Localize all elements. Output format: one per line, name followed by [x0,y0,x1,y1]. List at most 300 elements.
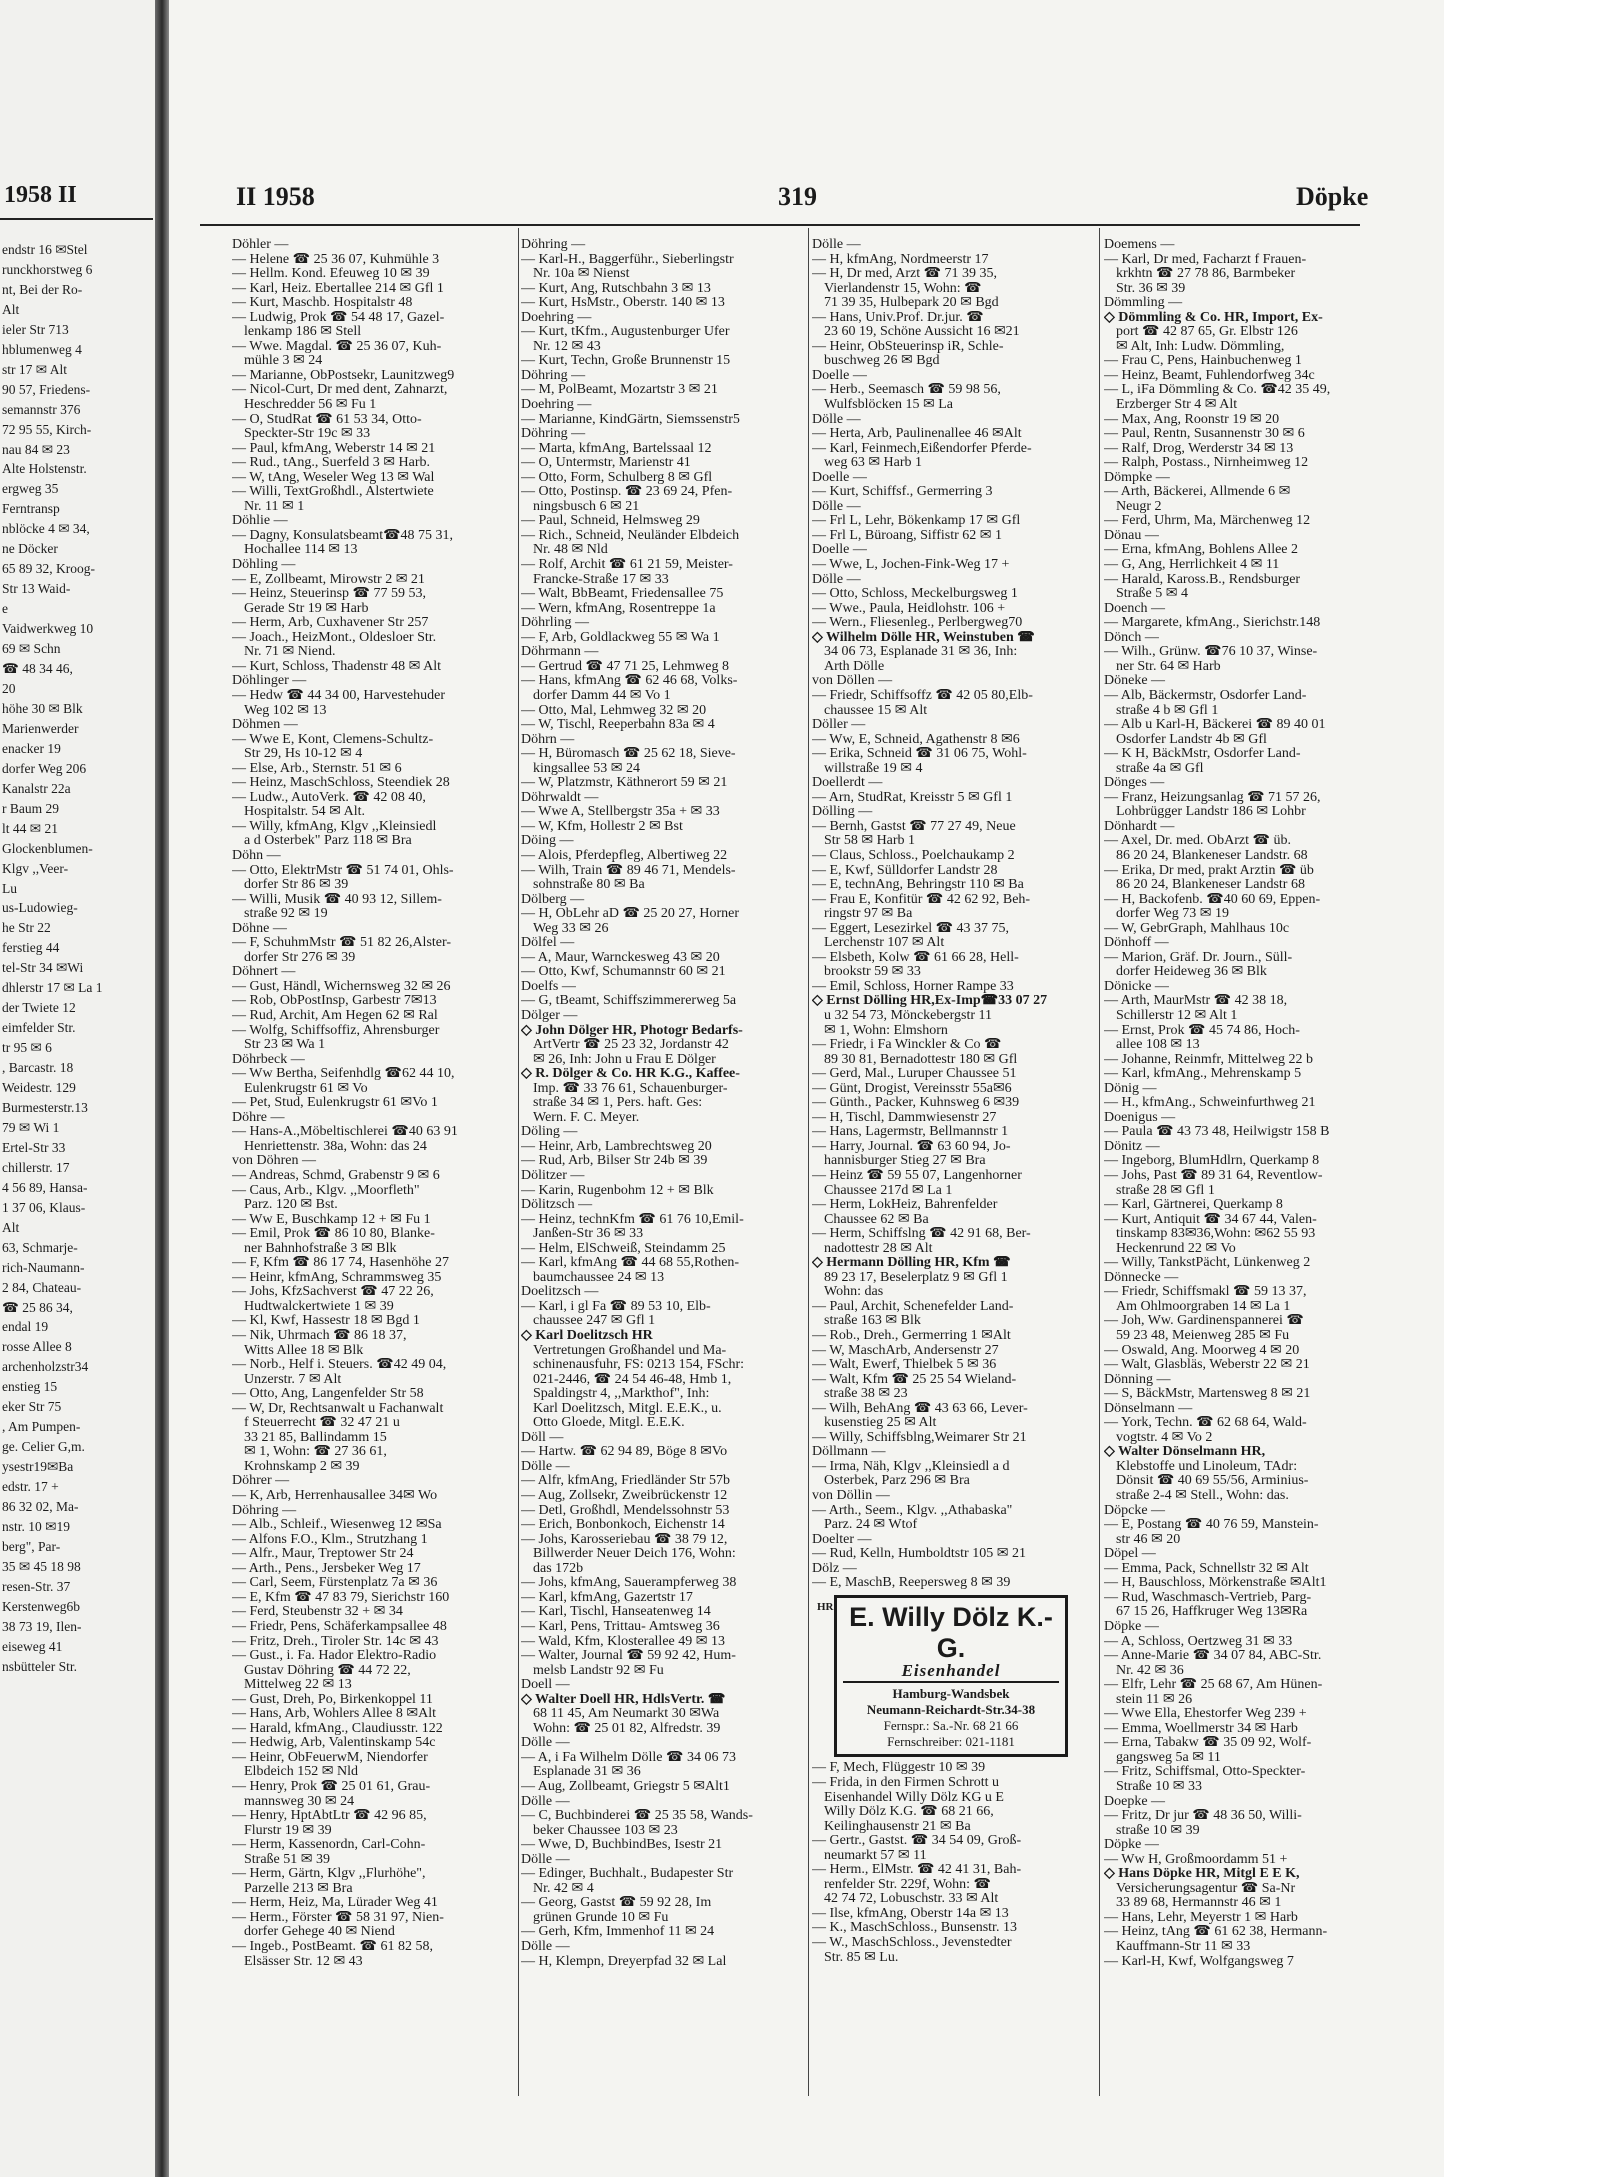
directory-entry-line: — Friedr, Pens, Schäferkampsallee 48 [232,1619,447,1634]
facing-page-line: Klgv ,,Veer- [2,860,69,876]
directory-entry-line: ◇ R. Dölger & Co. HR K.G., Kaffee- [521,1067,740,1082]
directory-entry-line: Neugr 2 [1116,499,1162,514]
surname-heading: von Döhren — [232,1154,316,1169]
directory-entry-line: Flurstr 19 ✉ 39 [244,1823,332,1838]
facing-page-line: 90 57, Friedens- [2,381,91,397]
surname-heading: Doench — [1104,601,1166,616]
facing-page-line: tel-Str 34 ✉Wi [2,960,84,976]
facing-page-line: Lu [2,880,17,896]
directory-entry-line: — L, iFa Dömmling & Co. ☎42 35 49, [1104,383,1331,398]
facing-page-line: tr 95 ✉ 6 [2,1040,52,1056]
directory-entry-line: — Arth., Seem., Klgv. ,,Athabaska" [812,1503,1013,1518]
directory-entry-line: — Kl, Kwf, Hassestr 18 ✉ Bgd 1 [232,1314,420,1329]
directory-entry-line: — Ww Bertha, Seifenhdlg ☎62 44 10, [232,1067,455,1082]
directory-entry-line: — Herm, Kassenordn, Carl-Cohn- [232,1838,426,1853]
directory-entry-line: Str 58 ✉ Harb 1 [824,834,916,849]
directory-entry-line: Nr. 10a ✉ Nienst [533,267,630,282]
directory-entry-line: — Emil, Prok ☎ 86 10 80, Blanke- [232,1227,435,1242]
directory-entry-line: grünen Grunde 10 ✉ Fu [533,1910,669,1925]
directory-entry-line: — Harry, Journal. ☎ 63 60 94, Jo- [812,1139,1011,1154]
directory-entry-line: ningsbusch 6 ✉ 21 [533,499,640,514]
directory-entry-line: — Otto, Kwf, Schumannstr 60 ✉ 21 [521,965,726,980]
directory-entry-line: Vierlandenstr 15, Wohn: ☎ [824,281,982,296]
directory-entry-line: Nr. 71 ✉ Niend. [244,645,336,660]
directory-entry-line: — Harald, Kaross.B., Rendsburger [1104,572,1301,587]
surname-heading: Döhrn — [521,732,575,747]
directory-entry-line: vogtstr. 4 ✉ Vo 2 [1116,1430,1213,1445]
surname-heading: Dölle — [521,1939,570,1954]
surname-heading: Dölle — [812,499,861,514]
directory-entry-line: — Kurt, Schiffsf., Germerring 3 [812,485,993,500]
directory-entry-line: Eulenkrugstr 61 ✉ Vo [244,1081,368,1096]
facing-page-line: ☎ 25 86 34, [2,1299,73,1315]
facing-page-line: Alt [2,301,20,317]
facing-page-line: endal 19 [2,1319,49,1335]
directory-entry-line: — Aug, Zollbeamt, Griegstr 5 ✉Alt1 [521,1779,730,1794]
directory-entry-line: — Rud, Kelln, Humboldtstr 105 ✉ 21 [812,1547,1026,1562]
directory-entry-line: straße 4 b ✉ Gfl 1 [1116,703,1219,718]
facing-page-line: endstr 16 ✉Stel [2,242,88,257]
directory-entry-line: 59 23 48, Meienweg 285 ✉ Fu [1116,1329,1290,1344]
surname-heading: Dönhardt — [1104,819,1175,834]
directory-entry-line: 71 39 35, Hulbepark 20 ✉ Bgd [824,296,999,311]
directory-entry-line: — Fritz, Dr jur ☎ 48 36 50, Willi- [1104,1809,1302,1824]
directory-entry-line: Nr. 42 ✉ 4 [533,1881,594,1896]
surname-heading: Döpcke — [1104,1503,1166,1518]
directory-entry-line: — Otto, Ang, Langenfelder Str 58 [232,1387,424,1402]
directory-entry-line: — W, Dr, Rechtsanwalt u Fachanwalt [232,1401,444,1416]
directory-column-3 [812,238,1070,1965]
surname-heading: Dönselmann — [1104,1401,1193,1416]
directory-entry-line: — Rob., Dreh., Germerring 1 ✉Alt [812,1329,1011,1344]
directory-entry-line: — Herm, Gärtn, Klgv ,,Flurhöhe", [232,1867,426,1882]
facing-page-line: ne Döcker [2,541,58,557]
directory-entry-line: — Marianne, KindGärtn, Siemssenstr5 [521,412,740,427]
directory-entry-line: — Ferd, Uhrm, Ma, Märchenweg 12 [1104,514,1311,529]
directory-entry-line: — H, Tischl, Dammwiesenstr 27 [812,1110,997,1125]
directory-entry-line: Billwerder Neuer Deich 176, Wohn: [533,1547,736,1562]
directory-entry-line: — Wern., Fliesenleg., Perlbergweg70 [812,616,1023,631]
directory-entry-line: krkhtn ☎ 27 78 86, Barmbeker [1116,267,1296,282]
directory-entry-line: — Heinz ☎ 59 55 07, Langenhorner [812,1169,1022,1183]
surname-heading: Dönitz — [1104,1139,1160,1154]
directory-entry-line: — Hans, Arb, Wohlers Allee 8 ✉Alt [232,1707,436,1722]
directory-entry-line: — Else, Arb., Sternstr. 51 ✉ 6 [232,761,402,776]
directory-entry-line: — Kurt, Maschb. Hospitalstr 48 [232,296,413,311]
directory-entry-line: — Arth, Bäckerei, Allmende 6 ✉ [1104,485,1291,500]
directory-entry-line: — Georg, Gastst ☎ 59 92 28, Im [521,1896,712,1911]
directory-entry-line: Hochallee 114 ✉ 13 [244,543,358,558]
directory-entry-line: — Rud, Archit, Am Hegen 62 ✉ Ral [232,1008,438,1023]
surname-heading: von Döllin — [812,1489,890,1504]
directory-entry-line: — Elfr, Lehr ☎ 25 68 67, Am Hünen- [1104,1678,1323,1693]
directory-entry-line: — Walt, Ewerf, Thielbek 5 ✉ 36 [812,1358,997,1373]
surname-heading: Dölitzer — [521,1169,585,1183]
directory-entry-line: — G, tBeamt, Schiffszimmererweg 5a [521,994,737,1009]
surname-heading: Döhn — [232,848,281,863]
page-volume-year: II 1958 [236,182,315,211]
surname-heading: Döneke — [1104,674,1166,689]
directory-entry-line: — H, ObLehr aD ☎ 25 20 27, Horner [521,907,740,922]
directory-entry-line: — Willi, Musik ☎ 40 93 12, Sillem- [232,892,442,907]
directory-entry-line: — E, Postang ☎ 40 76 59, Manstein- [1104,1518,1319,1533]
directory-entry-line: — Frl L, Lehr, Bökenkamp 17 ✉ Gfl [812,514,1021,529]
directory-entry-line: Parz. 24 ✉ Wtof [824,1518,918,1533]
facing-page-line: ysestr19✉Ba [2,1459,74,1475]
directory-entry-line: — Marianne, ObPostsekr, Launitzweg9 [232,368,455,383]
directory-entry-line: — Johanne, Reinmfr, Mittelweg 22 b [1104,1052,1314,1067]
directory-entry-line: 021-2446, ☎ 24 54 46-48, Hmb 1, [533,1372,732,1387]
directory-entry-line: — Karl, kfmAng, Gazertstr 17 [521,1590,693,1605]
directory-entry-line: — Detl, Großhdl, Mendelssohnstr 53 [521,1503,730,1518]
directory-entry-line: dorfer Str 86 ✉ 39 [244,878,349,893]
directory-entry-line: willstraße 19 ✉ 4 [824,761,923,776]
advert-hr-mark: HR [817,1600,834,1613]
directory-entry-line: kusenstieg 25 ✉ Alt [824,1416,937,1431]
directory-entry-line: — Pet, Stud, Eulenkrugstr 61 ✉Vo 1 [232,1096,438,1111]
surname-heading: Doelle — [812,368,867,383]
directory-entry-line: — Ww, E, Schneid, Agathenstr 8 ✉6 [812,732,1020,747]
directory-entry-line: — Kurt, Schloss, Thadenstr 48 ✉ Alt [232,659,442,674]
directory-entry-line: — K, Arb, Herrenhausallee 34✉ Wo [232,1489,438,1504]
directory-entry-line: — Herm., ElMstr. ☎ 42 41 31, Bah- [812,1863,1022,1878]
directory-entry-line: — Karl, kfmAng., Mehrenskamp 5 [1104,1067,1302,1082]
surname-heading: Döpke — [1104,1838,1159,1853]
directory-entry-line: — Paul, Rentn, Susannenstr 30 ✉ 6 [1104,427,1305,442]
surname-heading: Dölberg — [521,892,585,907]
facing-page-line: Vaidwerkweg 10 [2,621,94,637]
directory-entry-line: — Elsbeth, Kolw ☎ 61 66 28, Hell- [812,950,1019,965]
facing-page-line: 4 56 89, Hansa- [2,1179,88,1195]
advert-street: Neumann-Reichardt-Str.34-38 [866,1702,1036,1718]
surname-heading: Doellerdt — [812,776,883,791]
directory-entry-line: Str. 85 ✉ Lu. [824,1950,899,1965]
directory-entry-line: — W, Platzmstr, Käthnerort 59 ✉ 21 [521,776,728,791]
directory-entry-line: — Karl, Pens, Trittau- Amtsweg 36 [521,1619,720,1634]
directory-entry-line: — Claus, Schloss., Poelchaukamp 2 [812,848,1015,863]
directory-entry-line: Str 29, Hs 10-12 ✉ 4 [244,747,363,762]
surname-heading: Döhrling — [521,616,590,631]
directory-entry-line: — Walter, Journal ☎ 59 92 42, Hum- [521,1649,736,1664]
directory-entry-line: — Willy, kfmAng, Klgv ,,Kleinsiedl [232,819,437,834]
facing-page-line: 63, Schmarje- [2,1239,78,1255]
directory-entry-line: — C, Buchbinderei ☎ 25 35 58, Wands- [521,1809,753,1824]
directory-entry-line: Versicherungsagentur ☎ Sa-Nr [1116,1881,1296,1896]
directory-column-4 [1104,238,1362,1969]
surname-heading: Döhring — [521,238,586,252]
directory-entry-line: — Rob, ObPostInsp, Garbestr 7✉13 [232,994,437,1009]
facing-page-line: der Twiete 12 [2,1000,76,1016]
directory-entry-line: kingsallee 53 ✉ 24 [533,761,640,776]
directory-entry-line: — Willy, TankstPächt, Lünkenweg 2 [1104,1256,1311,1271]
directory-entry-line: buschweg 26 ✉ Bgd [824,354,940,369]
directory-entry-line: Straße 10 ✉ 33 [1116,1779,1202,1794]
directory-entry-line: — Johs, KfzSachverst ☎ 47 22 26, [232,1285,434,1300]
surname-heading: Dölle — [812,572,861,587]
directory-entry-line: — Henry, Prok ☎ 25 01 61, Grau- [232,1779,431,1794]
directory-entry-line: dorfer Weg 73 ✉ 19 [1116,907,1229,922]
directory-entry-line: — Heinr, kfmAng, Schrammsweg 35 [232,1270,442,1285]
directory-entry-line: — Otto, Postinsp. ☎ 23 69 24, Pfen- [521,485,733,500]
facing-page-line: nt, Bei der Ro- [2,281,83,297]
directory-entry-line: — Herm, Arb, Cuxhavener Str 257 [232,616,429,631]
directory-entry-line: 68 11 45, Am Neumarkt 30 ✉Wa [533,1707,720,1722]
directory-entry-line: ◇ Walter Doell HR, HdlsVertr. ☎ [521,1692,726,1707]
directory-entry-line: ◇ Hermann Dölling HR, Kfm ☎ [812,1256,1011,1271]
facing-page-line: Ferntransp [2,501,60,517]
facing-page-line: höhe 30 ✉ Blk [2,700,83,716]
surname-heading: Dönau — [1104,528,1159,543]
directory-entry-line: — W, MaschArb, Andersenstr 27 [812,1343,999,1358]
facing-page-line: Marienwerder [2,720,79,736]
directory-entry-line: — Fritz, Schiffsmal, Otto-Speckter- [1104,1765,1306,1780]
directory-entry-line: — Eggert, Lesezirkel ☎ 43 37 75, [812,921,1010,936]
facing-page-line: r Baum 29 [2,800,59,816]
directory-entry-line: — Rolf, Archit ☎ 61 21 59, Meister- [521,558,733,573]
directory-entry-line: renfelder Str. 229f, Wohn: ☎ [824,1877,991,1892]
directory-entry-line: Gerade Str 19 ✉ Harb [244,601,369,616]
directory-entry-line: ner Bahnhofstraße 3 ✉ Blk [244,1241,397,1256]
surname-heading: Dölling — [812,805,873,820]
surname-heading: Döpke — [1104,1619,1159,1634]
facing-page-line: runckhorstweg 6 [2,261,93,277]
directory-entry-line: — Marta, kfmAng, Bartelssaal 12 [521,441,712,456]
directory-entry-line: — Otto, Form, Schulberg 8 ✉ Gfl [521,470,713,485]
directory-entry-line: — Dagny, Konsulatsbeamt☎48 75 31, [232,528,454,543]
directory-entry-line: — Frida, in den Firmen Schrott u [812,1775,1000,1790]
surname-heading: Döhrbeck — [232,1052,305,1067]
directory-entry-line: Schillerstr 12 ✉ Alt 1 [1116,1008,1238,1023]
directory-entry-line: — Karin, Rugenbohm 12 + ✉ Blk [521,1183,714,1198]
facing-page-line: semannstr 376 [2,401,81,417]
directory-entry-line: Nr. 42 ✉ 36 [1116,1663,1184,1678]
directory-entry-line: — F, Arb, Goldlackweg 55 ✉ Wa 1 [521,630,720,645]
surname-heading: Döhlinger — [232,674,307,689]
directory-entry-line: — Frau C, Pens, Hainbuchenweg 1 [1104,354,1302,369]
facing-page-line: eiseweg 41 [2,1638,63,1654]
surname-heading: Döhrmann — [521,645,599,660]
facing-page-line: dorfer Weg 206 [2,760,87,776]
directory-entry-line: — Ingeb., PostBeamt. ☎ 61 82 58, [232,1939,433,1954]
directory-entry-line: — Emma, Woellmerstr 34 ✉ Harb [1104,1721,1298,1736]
directory-entry-line: — Hans, kfmAng ☎ 62 46 68, Volks- [521,674,738,689]
facing-page-line: berg", Par- [2,1538,61,1554]
directory-entry-line: ◇ Dömmling & Co. HR, Import, Ex- [1104,310,1323,325]
directory-entry-line: — K., MaschSchloss., Bunsenstr. 13 [812,1921,1017,1936]
directory-entry-line: ✉ 1, Wohn: Elmshorn [824,1023,948,1038]
directory-entry-line: — Axel, Dr. med. ObArzt ☎ üb. [1104,834,1291,849]
directory-entry-line: — Wald, Kfm, Klosterallee 49 ✉ 13 [521,1634,725,1649]
directory-entry-line: Weg 33 ✉ 26 [533,921,609,936]
facing-page-line: 79 ✉ Wi 1 [2,1119,60,1135]
directory-entry-line: straße 10 ✉ 39 [1116,1823,1200,1838]
directory-entry-line: — Edinger, Buchhalt., Budapester Str [521,1867,734,1882]
directory-entry-line: ◇ John Dölger HR, Photogr Bedarfs- [521,1023,743,1038]
directory-entry-line: 34 06 73, Esplanade 31 ✉ 36, Inh: [824,645,1018,660]
directory-entry-line: — Wilh., Grünw. ☎76 10 37, Winse- [1104,645,1318,660]
directory-entry-line: — Rud, Waschmasch-Vertrieb, Parg- [1104,1590,1312,1605]
directory-entry-line: — H, Bauschloss, Mörkenstraße ✉Alt1 [1104,1576,1327,1591]
facing-page-line: Ertel-Str 33 [2,1139,66,1155]
directory-entry-line: — York, Techn. ☎ 62 68 64, Wald- [1104,1416,1307,1431]
directory-entry-line: — Gust, Dreh, Po, Birkenkoppel 11 [232,1692,433,1707]
directory-entry-line: — Hans, Lehr, Meyerstr 1 ✉ Harb [1104,1910,1298,1925]
directory-entry-line: — Arn, StudRat, Kreisstr 5 ✉ Gfl 1 [812,790,1013,805]
directory-entry-line: — Alois, Pferdepfleg, Albertiweg 22 [521,848,728,863]
directory-entry-line: Witts Allee 18 ✉ Blk [244,1343,364,1358]
directory-entry-line: — S, BäckMstr, Martensweg 8 ✉ 21 [1104,1387,1311,1402]
directory-entry-line: — E, Zollbeamt, Mirowstr 2 ✉ 21 [232,572,425,587]
directory-column-2 [521,238,779,1969]
directory-entry-line: — Wwe A, Stellbergstr 35a + ✉ 33 [521,805,720,820]
directory-entry-line: Parzelle 213 ✉ Bra [244,1881,353,1896]
facing-page-line: 1 37 06, Klaus- [2,1199,86,1215]
facing-page-line: nau 84 ✉ 23 [2,441,70,457]
directory-entry-line: — Willi, TextGroßhdl., Alstertwiete [232,485,434,500]
directory-entry-line: — Heinr, Arb, Lambrechtsweg 20 [521,1139,712,1154]
directory-entry-line: straße 163 ✉ Blk [824,1314,921,1329]
facing-page-line: Kanalstr 22a [2,780,71,796]
directory-entry-line: — Otto, ElektrMstr ☎ 51 74 01, Ohls- [232,863,454,878]
directory-entry-line: — E, Kfm ☎ 47 83 79, Sierichstr 160 [232,1590,450,1605]
directory-entry-line: — Alb., Schleif., Wiesenweg 12 ✉Sa [232,1518,442,1533]
facing-page-line: Weidestr. 129 [2,1080,76,1096]
directory-entry-line: — W, GebrGraph, Mahlhaus 10c [1104,921,1290,936]
surname-heading: Döller — [812,718,866,733]
surname-heading: Dömmling — [1104,296,1183,311]
directory-entry-line: nadottestr 28 ✉ Alt [824,1241,933,1256]
directory-entry-line: — Bernh, Gastst ☎ 77 27 49, Neue [812,819,1016,834]
directory-entry-line: Francke-Straße 17 ✉ 33 [533,572,669,587]
directory-entry-line: gangsweg 5a ✉ 11 [1116,1750,1221,1765]
directory-entry-line: — Alb, Bäckermstr, Osdorfer Land- [1104,688,1307,703]
directory-entry-line: 89 23 17, Beselerplatz 9 ✉ Gfl 1 [824,1270,1008,1285]
surname-heading: Döhler — [232,238,289,252]
facing-page-line: rosse Allee 8 [2,1339,72,1355]
directory-entry-line: Elsässer Str. 12 ✉ 43 [244,1954,363,1969]
directory-entry-line: — Karl, Heiz. Ebertallee 214 ✉ Gfl 1 [232,281,444,296]
directory-entry-line: — Karl, i gl Fa ☎ 89 53 10, Elb- [521,1299,711,1314]
advert-city: Hamburg-Wandsbek [892,1686,1010,1702]
directory-entry-line: — Johs, Past ☎ 89 31 64, Reventlow- [1104,1169,1323,1183]
directory-entry-line: — Heinz, technKfm ☎ 61 76 10,Emil- [521,1212,744,1227]
directory-entry-line: — Hedw ☎ 44 34 00, Harvestehuder [232,688,446,703]
directory-entry-line: Parz. 120 ✉ Bst. [244,1198,338,1213]
directory-entry-line: u 32 54 73, Mönckebergstr 11 [824,1008,992,1023]
directory-entry-line: Osterbek, Parz 296 ✉ Bra [824,1474,970,1489]
facing-page-line: ge. Celier G,m. [2,1439,85,1455]
directory-entry-line: — W, Tischl, Reeperbahn 83a ✉ 4 [521,718,715,733]
directory-entry-line: Spaldingstr 4, ,,Markthof", Inh: [533,1387,710,1402]
directory-entry-line: Wohn: ☎ 25 01 82, Alfredstr. 39 [533,1721,721,1736]
directory-entry-line: ✉ 1, Wohn: ☎ 27 36 61, [244,1445,387,1460]
directory-entry-line: Keilinghausenstr 21 ✉ Ba [824,1819,971,1834]
directory-entry-line: — Wern, kfmAng, Rosentreppe 1a [521,601,716,616]
directory-entry-line: Kauffmann-Str 11 ✉ 33 [1116,1939,1251,1954]
directory-entry-line: 33 21 85, Ballindamm 15 [244,1430,387,1445]
directory-entry-line: f Steuerrecht ☎ 32 47 21 u [244,1416,400,1431]
directory-entry-line: — Alb u Karl-H, Bäckerei ☎ 89 40 01 [1104,718,1326,733]
directory-entry-line: mannsweg 30 ✉ 24 [244,1794,355,1809]
directory-entry-line: — Karl, Tischl, Hanseatenweg 14 [521,1605,711,1620]
directory-entry-line: — Karl-H, Kwf, Wolfgangsweg 7 [1104,1954,1294,1969]
directory-entry-line: — Irma, Näh, Klgv ,,Kleinsiedl a d [812,1459,1010,1474]
surname-heading: Dölle — [521,1794,570,1809]
directory-entry-line: — Arth, MaurMstr ☎ 42 38 18, [1104,994,1288,1009]
directory-entry-line: — Norb., Helf i. Steuers. ☎42 49 04, [232,1358,447,1373]
directory-entry-line: schinenausfuhr, FS: 0213 154, FSchr: [533,1358,744,1373]
directory-entry-line: — Henry, HptAbtLtr ☎ 42 96 85, [232,1809,427,1824]
running-head: Döpke [1296,182,1369,211]
directory-entry-line: — Hans-A.,Möbeltischlerei ☎40 63 91 [232,1125,458,1140]
advert-firm-name: E. Willy Dölz K.-G. [849,1601,1053,1663]
directory-entry-line: Lerchenstr 107 ✉ Alt [824,936,945,951]
directory-entry-line: dorfer Heideweg 36 ✉ Blk [1116,965,1267,980]
directory-entry-line: baumchaussee 24 ✉ 13 [533,1270,665,1285]
directory-entry-line: — Carl, Seem, Fürstenplatz 7a ✉ 36 [232,1576,438,1591]
directory-entry-line: — Kurt, HsMstr., Oberstr. 140 ✉ 13 [521,296,725,311]
directory-entry-line: — Hans, Lagermstr, Bellmannstr 1 [812,1125,1009,1140]
directory-entry-line: — Wwe, D, BuchbindBes, Isestr 21 [521,1838,723,1853]
surname-heading: Doemens — [1104,238,1175,252]
directory-entry-line: Am Ohlmoorgraben 14 ✉ La 1 [1116,1299,1291,1314]
facing-page-line: eker Str 75 [2,1399,62,1415]
surname-heading: Döhne — [232,921,287,936]
facing-page-line: edstr. 17 + [2,1479,59,1495]
surname-heading: Dönges — [1104,776,1165,791]
directory-entry-line: — Karl, kfmAng ☎ 44 68 55,Rothen- [521,1256,740,1271]
directory-entry-line: — A, Schloss, Oertzweg 31 ✉ 33 [1104,1634,1293,1649]
directory-entry-line: — Paula ☎ 43 73 48, Heilwigstr 158 B [1104,1125,1330,1140]
directory-entry-line: — Heinz, Beamt, Fuhlendorfweg 34c [1104,368,1315,383]
directory-entry-line: — Oswald, Ang. Moorweg 4 ✉ 20 [1104,1343,1300,1358]
directory-entry-line: Arth Dölle [824,659,885,674]
surname-heading: Dölle — [812,412,861,427]
surname-heading: Döing — [521,834,574,849]
directory-entry-line: chaussee 247 ✉ Gfl 1 [533,1314,656,1329]
directory-entry-line: ◇ Wilhelm Dölle HR, Weinstuben ☎ [812,630,1035,645]
surname-heading: Dönning — [1104,1372,1171,1387]
directory-entry-line: — H, Dr med, Arzt ☎ 71 39 35, [812,267,998,282]
facing-page-line: enacker 19 [2,740,61,756]
directory-entry-line: allee 108 ✉ 13 [1116,1038,1200,1053]
directory-entry-line: — O, StudRat ☎ 61 53 34, Otto- [232,412,422,427]
directory-entry-line: — H, Backofenb. ☎40 60 69, Eppen- [1104,892,1321,907]
directory-entry-line: — F, Kfm ☎ 86 17 74, Hasenhöhe 27 [232,1256,449,1271]
directory-entry-line: 67 15 26, Haffkruger Weg 13✉Ra [1116,1605,1308,1620]
directory-entry-line: — Hedwig, Arb, Valentinskamp 54c [232,1736,436,1751]
advertisement-box [817,1595,1068,1758]
surname-heading: Döll — [521,1430,564,1445]
directory-entry-line: — Ernst, Prok ☎ 45 74 86, Hoch- [1104,1023,1300,1038]
directory-entry-line: — Erika, Dr med, prakt Arztin ☎ üb [1104,863,1314,878]
directory-entry-line: — E, technAng, Behringstr 110 ✉ Ba [812,878,1024,893]
surname-heading: Döhrer — [232,1474,290,1489]
directory-entry-line: Speckter-Str 19c ✉ 33 [244,427,371,442]
facing-page-line: Kerstenweg6b [2,1598,80,1614]
directory-entry-line: dorfer Str 276 ✉ 39 [244,950,356,965]
surname-heading: Dölfel — [521,936,575,951]
directory-entry-line: tinskamp 83✉36,Wohn: ✉62 55 93 [1116,1227,1316,1242]
surname-heading: Dölle — [521,1736,570,1751]
directory-entry-line: Wulfsblöcken 15 ✉ La [824,398,953,413]
facing-page-line: 38 73 19, Ilen- [2,1618,82,1634]
directory-entry-line: — Hartw. ☎ 62 94 89, Böge 8 ✉Vo [521,1445,728,1460]
facing-page-line: 20 [2,680,16,696]
directory-entry-line: — Andreas, Schmd, Grabenstr 9 ✉ 6 [232,1169,440,1183]
directory-entry-line: Straße 5 ✉ 4 [1116,587,1188,602]
directory-entry-line: — H, kfmAng, Nordmeerstr 17 [812,252,989,267]
